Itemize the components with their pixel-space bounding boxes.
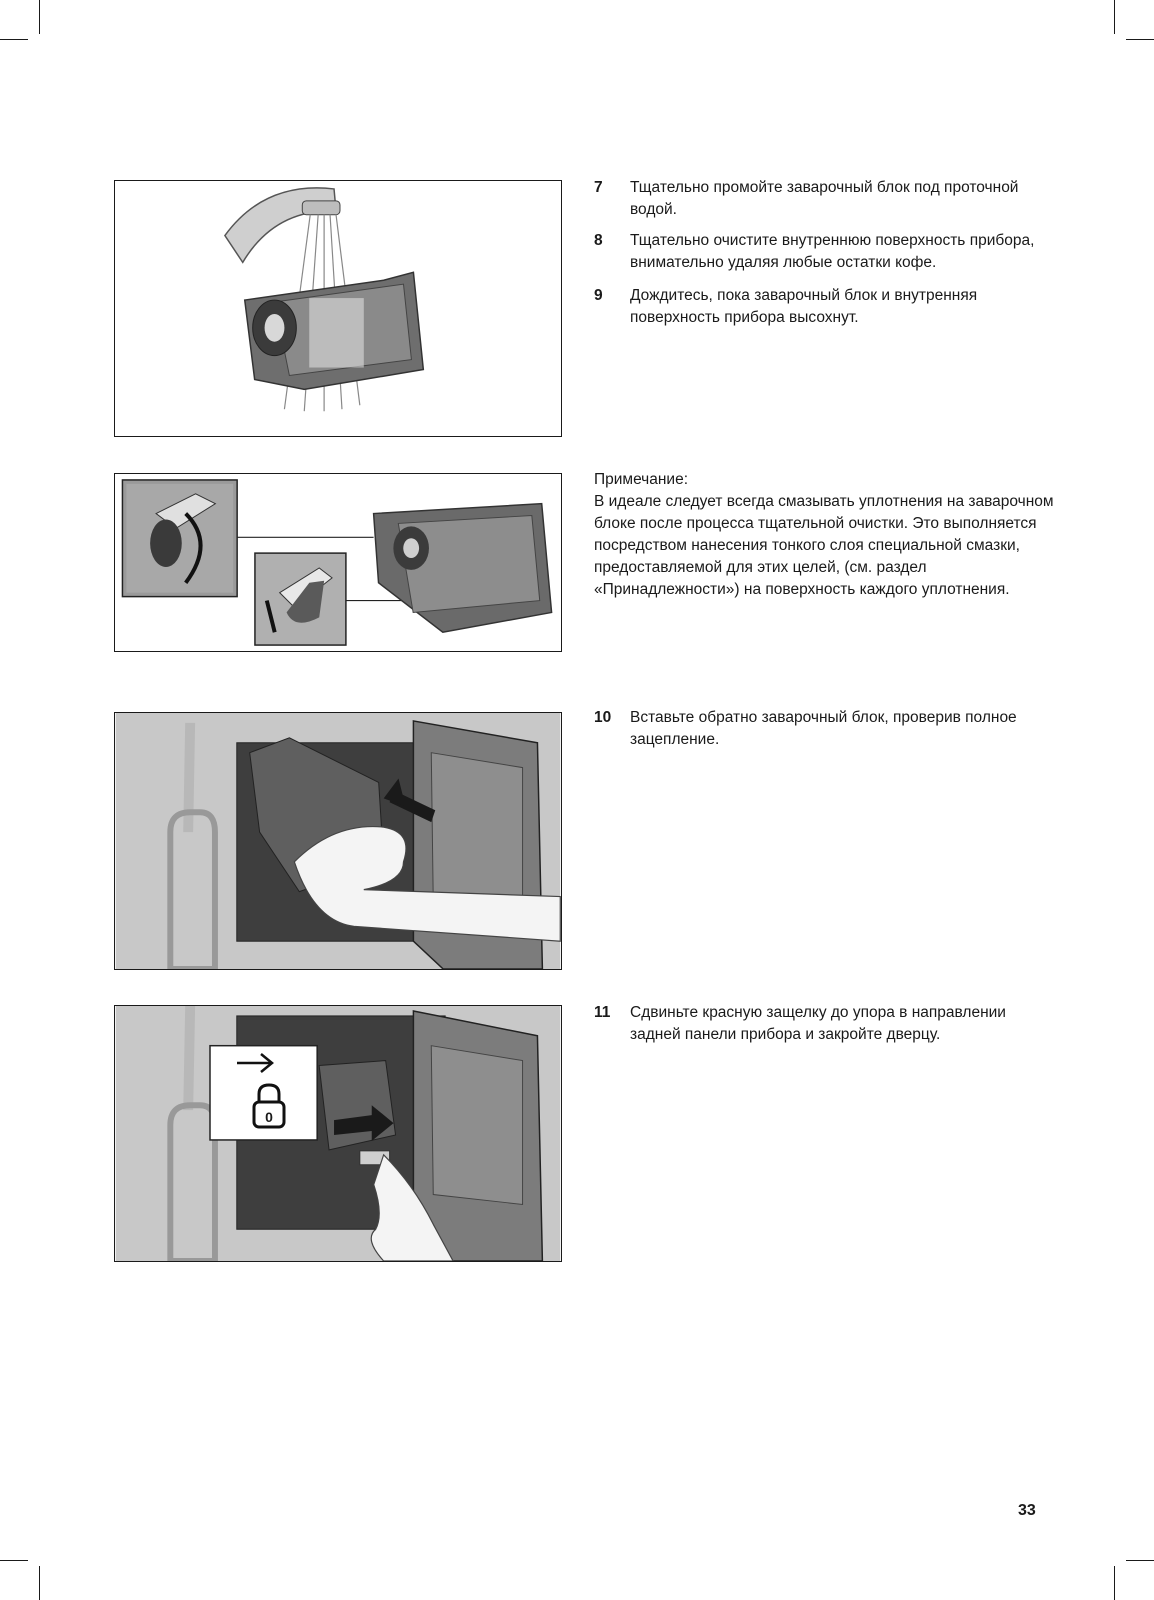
rinse-brew-unit-illustration <box>114 180 562 437</box>
insert-arrow-icon <box>115 713 561 969</box>
step-number: 7 <box>594 179 603 196</box>
crop-mark <box>39 1566 40 1600</box>
step-number: 11 <box>594 1004 611 1021</box>
arrow-right-icon <box>235 1051 275 1075</box>
crop-mark <box>1126 39 1154 40</box>
step-text: Дождитесь, пока заварочный блок и внутренняя поверхность прибора высохнут. <box>630 287 978 326</box>
note-block <box>594 469 1054 601</box>
step-number: 9 <box>594 287 603 304</box>
step-text: Тщательно промойте заварочный блок под проточной водой. <box>630 179 1019 218</box>
step-text: Вставьте обратно заварочный блок, проверив полное зацепление. <box>630 709 1017 748</box>
note-title: Примечание: <box>594 471 689 488</box>
faucet-water-icon <box>115 181 561 436</box>
step-text: Сдвиньте красную защелку до упора в направлении задней панели прибора и закройте дверцу. <box>630 1004 1006 1043</box>
padlock-label: 0 <box>265 1109 273 1125</box>
crop-mark <box>39 0 40 34</box>
crop-mark <box>1114 1566 1115 1600</box>
slide-latch-illustration <box>114 1005 562 1262</box>
crop-mark <box>1126 1560 1154 1561</box>
crop-mark <box>0 1560 28 1561</box>
step-number: 8 <box>594 232 603 249</box>
lubricate-seals-illustration <box>114 473 562 652</box>
step-number: 10 <box>594 709 612 726</box>
page-number: 33 <box>1018 1502 1036 1519</box>
note-body: В идеале следует всегда смазывать уплотнения на заварочном блоке после процесса тщательной очистки. Это выполняется посредством нанесения тонкого слоя специальной смазки, предоставляемой для этих целей, (см. раздел «Принадлежности») на поверхность каждого уплотнения. <box>594 493 1054 598</box>
step-text: Тщательно очистите внутреннюю поверхность прибора, внимательно удаляя любые остатки кофе. <box>630 232 1035 271</box>
grease-tube-icon <box>115 474 561 651</box>
crop-mark <box>0 39 28 40</box>
crop-mark <box>1114 0 1115 34</box>
insert-brew-unit-illustration <box>114 712 562 970</box>
